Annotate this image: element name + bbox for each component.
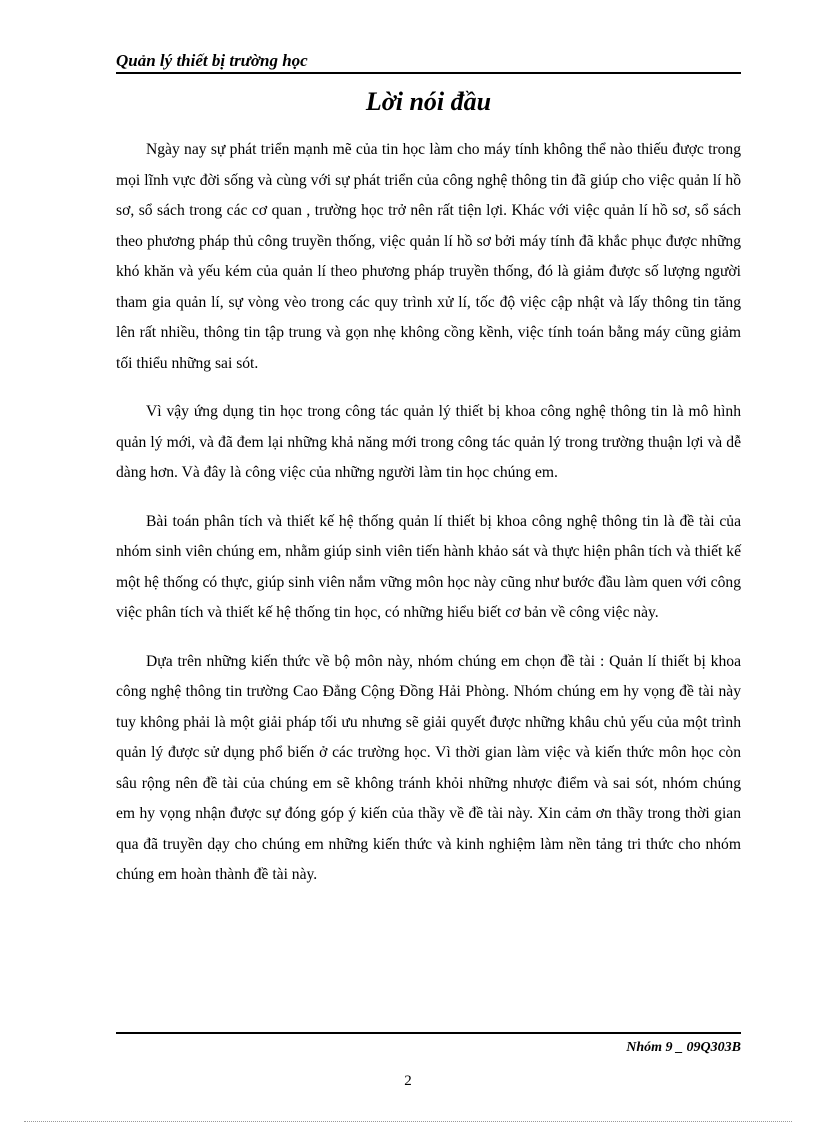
document-body: [116, 135, 741, 891]
paragraph-2: Vì vậy ứng dụng tin học trong công tác quản lý thiết bị khoa công nghệ thông tin là mô hình quản lý mới, và đã đem lại những khả năng mới trong công tác quản lý trong trường thuận lợi và dễ dàng hơn. Và đây là công việc của những người làm tin học chúng em.: [116, 403, 741, 481]
header-title: Quản lý thiết bị trường học: [116, 51, 308, 70]
page-number: 2: [404, 1073, 412, 1089]
paragraph-1: Ngày nay sự phát triển mạnh mẽ của tin học làm cho máy tính không thể nào thiếu được trong mọi lĩnh vực đời sống và cùng với sự phát triển của công nghệ thông tin đã giúp cho việc quản lí hồ sơ, sổ sách trong các cơ quan , trường học trở nên rất tiện lợi. Khác với việc quản lí hồ sơ, sổ sách theo phương pháp thủ công truyền thống, việc quản lí hồ sơ bởi máy tính đã khắc phục được những khó khăn và yếu kém của quản lí theo phương pháp truyền thống, đó là giảm được số lượng người tham gia quản lí, sự vòng vèo trong các quy trình xử lí, tốc độ việc cập nhật và lấy thông tin tăng lên rất nhiều, thông tin tập trung và gọn nhẹ không cồng kềnh, việc tính toán bằng máy cũng giảm tối thiểu những sai sót.: [116, 141, 741, 372]
paragraph-4: Dựa trên những kiến thức về bộ môn này, nhóm chúng em chọn đề tài : Quản lí thiết bị khoa công nghệ thông tin trường Cao Đẳng Cộng Đồng Hải Phòng. Nhóm chúng em hy vọng đề tài này tuy không phải là một giải pháp tối ưu nhưng sẽ giải quyết được những khâu chủ yếu của một trình quản lý được sử dụng phổ biến ở các trường học. Vì thời gian làm việc và kiến thức môn học còn sâu rộng nên đề tài của chúng em sẽ không tránh khỏi những nhược điểm và sai sót, nhóm chúng em hy vọng nhận được sự đóng góp ý kiến của thầy về đề tài này. Xin cảm ơn thầy trong thời gian qua đã truyền dạy cho chúng em những kiến thức và kinh nghiệm làm nền tảng tri thức cho nhóm chúng em hoàn thành đề tài này.: [116, 652, 741, 883]
page-bottom-edge: [24, 1121, 792, 1122]
footer-divider: [116, 1032, 741, 1034]
paragraph-3: Bài toán phân tích và thiết kế hệ thống quản lí thiết bị khoa công nghệ thông tin là đề tài của nhóm sinh viên chúng em, nhằm giúp sinh viên tiến hành khảo sát và thực hiện phân tích và thiết kế một hệ thống có thực, giúp sinh viên nắm vững môn học này cũng như bước đầu làm quen với công việc phân tích và thiết kế hệ thống tin học, có những hiểu biết cơ bản về công việc này.: [116, 512, 741, 621]
page-title: Lời nói đầu: [365, 87, 492, 116]
page-header: [116, 50, 741, 74]
footer-group-label: Nhóm 9 _ 09Q303B: [626, 1040, 741, 1055]
